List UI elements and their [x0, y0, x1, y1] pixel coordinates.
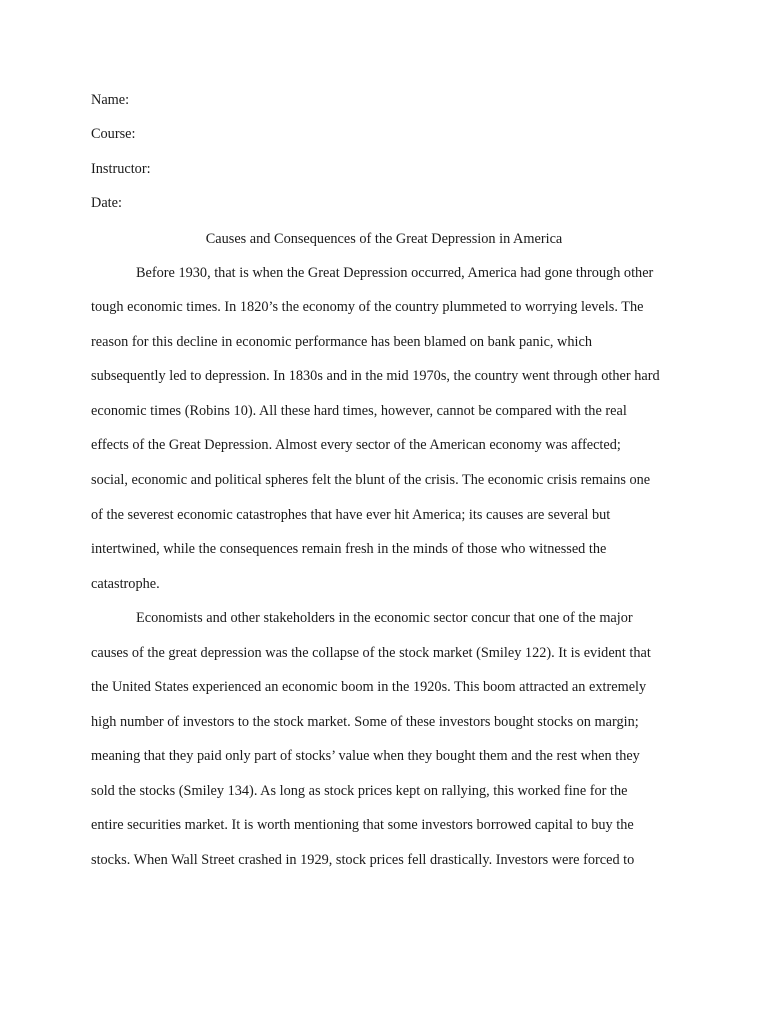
course-label: Course: — [91, 126, 136, 142]
paragraph-2-line: entire securities market. It is worth mentioning that some investors borrowed capital to buy the — [91, 817, 634, 833]
paragraph-2-line: sold the stocks (Smiley 134). As long as stock prices kept on rallying, this worked fine for the — [91, 783, 628, 799]
essay-title: Causes and Consequences of the Great Depression in America — [205, 231, 563, 247]
paragraph-1-line: effects of the Great Depression. Almost every sector of the American economy was affected; — [91, 437, 621, 453]
paragraph-1-line: reason for this decline in economic performance has been blamed on bank panic, which — [91, 334, 592, 350]
paragraph-1-line: social, economic and political spheres felt the blunt of the crisis. The economic crisis remains one — [91, 472, 651, 488]
paragraph-2-line: meaning that they paid only part of stocks’ value when they bought them and the rest when they — [91, 748, 640, 764]
paragraph-1-line: economic times (Robins 10). All these hard times, however, cannot be compared with the real — [91, 403, 627, 419]
paragraph-2-line: Economists and other stakeholders in the economic sector concur that one of the major — [136, 610, 633, 626]
paragraph-2-line: high number of investors to the stock market. Some of these investors bought stocks on margin; — [91, 714, 639, 730]
paragraph-1-line: tough economic times. In 1820’s the economy of the country plummeted to worrying levels. The — [91, 299, 644, 315]
name-label: Name: — [91, 92, 130, 108]
instructor-label: Instructor: — [91, 161, 151, 177]
paragraph-2-line: stocks. When Wall Street crashed in 1929, stock prices fell drastically. Investors were forced to — [91, 852, 635, 868]
paragraph-2-line: the United States experienced an economic boom in the 1920s. This boom attracted an extremely — [91, 679, 647, 695]
paragraph-1-line: subsequently led to depression. In 1830s and in the mid 1970s, the country went through other hard — [91, 368, 660, 384]
paragraph-1-line: Before 1930, that is when the Great Depression occurred, America had gone through other — [136, 265, 654, 281]
paragraph-1-line: catastrophe. — [91, 576, 160, 592]
paragraph-1-line: intertwined, while the consequences remain fresh in the minds of those who witnessed the — [91, 541, 607, 557]
paragraph-1-line: of the severest economic catastrophes that have ever hit America; its causes are several but — [91, 507, 611, 523]
date-label: Date: — [91, 195, 122, 211]
paragraph-2-line: causes of the great depression was the collapse of the stock market (Smiley 122). It is evident that — [91, 645, 651, 661]
